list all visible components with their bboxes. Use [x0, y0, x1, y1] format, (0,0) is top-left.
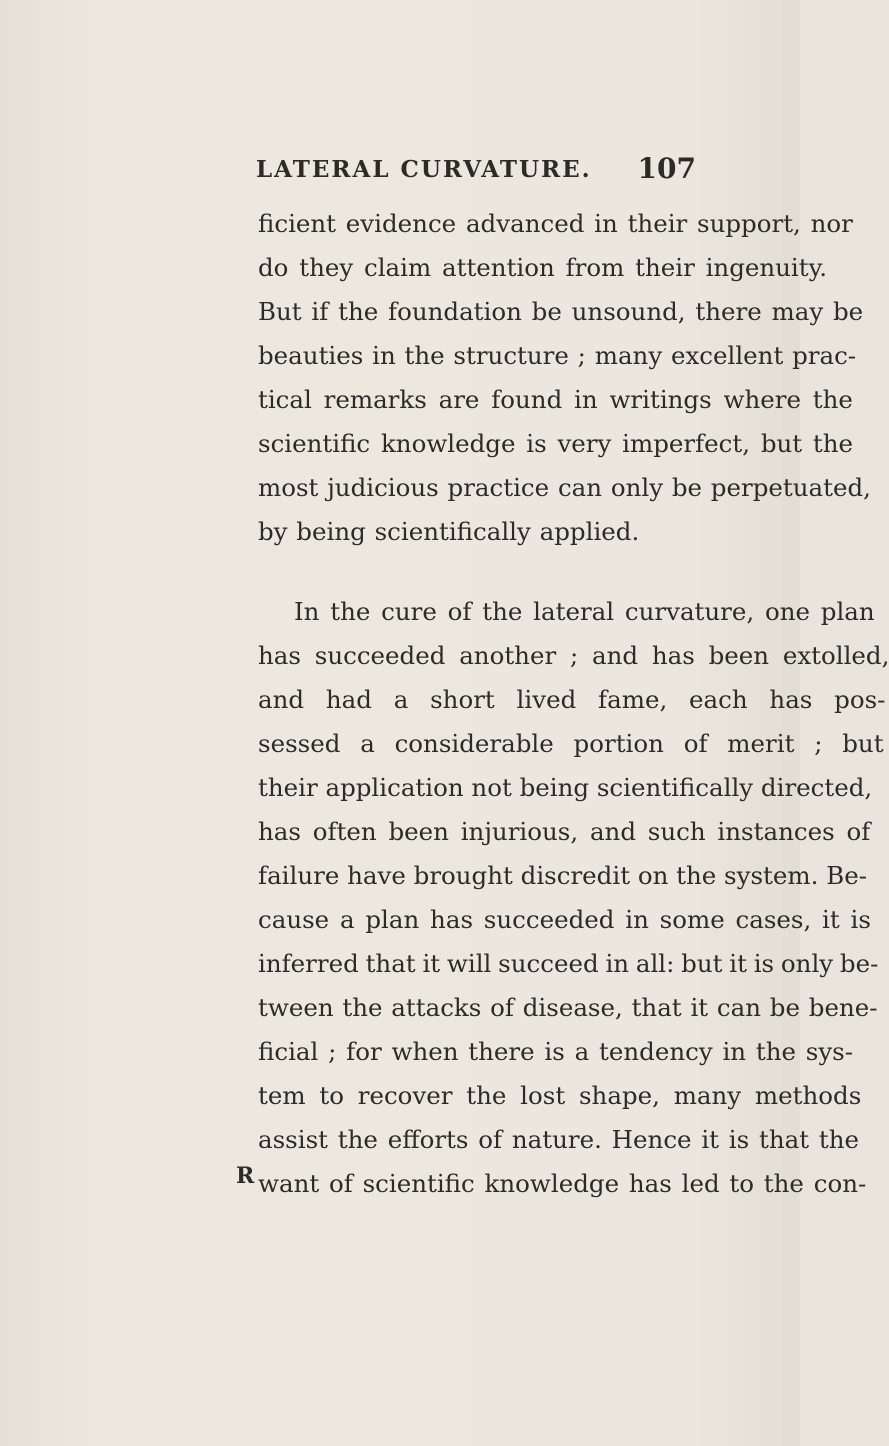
- text-line: tical remarks are found in writings where the: [258, 385, 853, 414]
- text-line: most judicious practice can only be perpetuated,: [258, 473, 871, 502]
- text-line: by being scientifically applied.: [258, 517, 640, 546]
- text-line: and had a short lived fame, each has pos-: [258, 685, 886, 714]
- text-line: In the cure of the lateral curvature, one plan: [294, 597, 875, 626]
- page-number: 107: [637, 152, 696, 185]
- text-line: beauties in the structure ; many excellent prac-: [258, 341, 857, 370]
- text-line: failure have brought discredit on the system. Be-: [258, 861, 867, 890]
- text-line: But if the foundation be unsound, there may be: [258, 297, 864, 326]
- text-line: ficient evidence advanced in their support, nor: [258, 209, 853, 238]
- text-line: has often been injurious, and such instances of: [258, 817, 871, 846]
- text-line: tem to recover the lost shape, many methods: [258, 1081, 862, 1110]
- text-line: assist the efforts of nature. Hence it is that the: [258, 1125, 859, 1154]
- text-line: cause a plan has succeeded in some cases, it is: [258, 905, 871, 934]
- text-line: tween the attacks of disease, that it can be bene-: [258, 993, 878, 1022]
- signature-mark: R: [236, 1163, 255, 1189]
- text-line: scientific knowledge is very imperfect, but the: [258, 429, 854, 458]
- text-line: their application not being scientifically directed,: [258, 773, 873, 802]
- text-line: do they claim attention from their ingenuity.: [258, 253, 827, 282]
- running-head: LATERAL CURVATURE.: [256, 156, 592, 183]
- text-line: want of scientific knowledge has led to the con-: [258, 1169, 867, 1198]
- page-header: [256, 152, 696, 196]
- text-line: inferred that it will succeed in all: but it is only be-: [258, 949, 879, 978]
- text-line: has succeeded another ; and has been extolled,: [258, 641, 889, 670]
- text-line: sessed a considerable portion of merit ; but: [258, 729, 884, 758]
- text-line: ficial ; for when there is a tendency in the sys-: [258, 1037, 854, 1066]
